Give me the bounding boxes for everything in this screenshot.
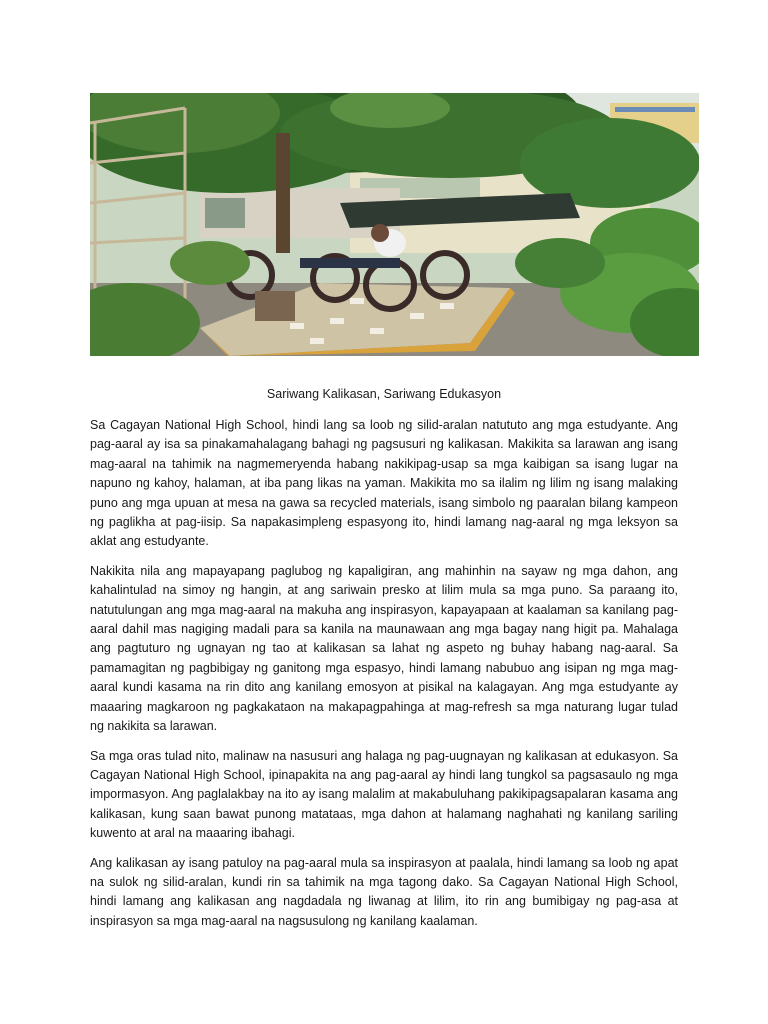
document-body <box>90 416 678 941</box>
paragraph-4: Ang kalikasan ay isang patuloy na pag-aaral mula sa inspirasyon at paalala, hindi lamang sa loob ng apat na sulok ng silid-aralan, kundi rin sa tahimik na mga tagong dako. Sa Cagayan National High School, hindi lamang ang kalikasan ang nagdadala ng liwanag at lilim, ito rin ang bumibigay ng pag-asa at inspirasyon sa mga mag-aaral na nagsusulong ng kanilang kaalaman. <box>90 855 678 928</box>
paragraph-2: Nakikita nila ang mapayapang paglubog ng kapaligiran, ang mahinhin na sayaw ng mga dahon, ang kahalintulad na simoy ng hangin, at ang sariwain presko at lilim mula sa mga puno. Sa paraang ito, natutulungan ang mga mag-aaral na makuha ang inspirasyon, kapayapaan at kaalaman sa kanilang pag-aaral dahil mas nagiging madali para sa kanila na maunawaan ang mga bagay nang higit pa. Mahalaga ang pagtuturo ng ugnayan ng tao at kalikasan sa lahat ng aspeto ng buhay habang nag-aaral. Sa pamamagitan ng pagbibigay ng ganitong mga espasyo, hindi lamang nabubuo ang isipan ng mga mag-aaral kundi kasama na rin dito ang kanilang emosyon at pisikal na kalagayan. Ang mga estudyante ay maaaring magkaroon ng pagkakataon na makapagpahinga at mag-refresh sa mga naturang lugar tulad ng nakikita sa larawan. <box>90 563 678 734</box>
garden-photo <box>90 93 699 356</box>
document-title: Sariwang Kalikasan, Sariwang Edukasyon <box>266 387 502 401</box>
paragraph-1: Sa Cagayan National High School, hindi lang sa loob ng silid-aralan natututo ang mga estudyante. Ang pag-aaral ay isa sa pinakamahalagang bahagi ng pagsusuri ng kalikasan. Makikita sa larawan ang isang mag-aaral na tahimik na nagmemeryenda habang nakikipag-usap sa mga kaibigan sa isang lugar na napuno ng kahoy, halaman, at iba pang likas na yaman. Makikita mo sa ilalim ng lilim ng isang malaking puno ang mga upuan at mesa na gawa sa recycled materials, isang simbolo ng paaralan bilang kampeon ng paglikha at pag-iisip. Sa napakasimpleng espasyong ito, hindi lamang nag-aaral ng mga leksyon sa aklat ang estudyante. <box>90 418 678 549</box>
paragraph-3: Sa mga oras tulad nito, malinaw na nasusuri ang halaga ng pag-uugnayan ng kalikasan at edukasyon. Sa Cagayan National High School, ipinapakita na ang pag-aaral ay hindi lang tungkol sa pagsasaulo ng mga impormasyon. Ang paglalakbay na ito ay isang malalim at makabuluhang pakikipagsapalaran kasama ang kalikasan, kung saan bawat punong matataas, mga dahon at halamang naghahati ng kanilang sariling kuwento at aral na maaaring ibahagi. <box>90 748 678 841</box>
